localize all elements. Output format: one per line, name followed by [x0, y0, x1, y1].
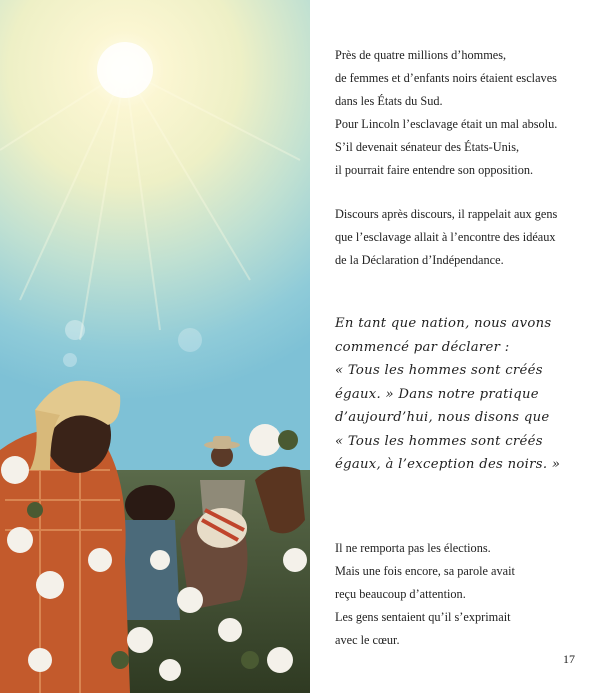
text-line: Il ne remporta pas les élections. [335, 541, 491, 555]
text-line: il pourrait faire entendre son opposition. [335, 163, 534, 177]
text-line: dans les États du Sud. [335, 94, 443, 108]
quote-line: égaux. » Dans notre pratique [335, 386, 539, 402]
paragraph-3 [335, 537, 585, 652]
lincoln-quote [335, 312, 590, 477]
text-line: que l’esclavage allait à l’encontre des idéaux [335, 230, 556, 244]
quote-line: d’aujourd’hui, nous disons que [335, 410, 550, 425]
text-line: avec le cœur. [335, 633, 400, 647]
quote-line: « Tous les hommes sont créés [335, 433, 543, 449]
text-line: de femmes et d’enfants noirs étaient esclaves [335, 71, 557, 85]
paragraph-2 [335, 203, 585, 272]
text-line: reçu beaucoup d’attention. [335, 587, 466, 601]
text-line: Discours après discours, il rappelait aux gens [335, 207, 558, 221]
text-line: Mais une fois encore, sa parole avait [335, 564, 515, 578]
page-number: 17 [563, 652, 575, 666]
text-line: Pour Lincoln l’esclavage était un mal absolu. [335, 117, 558, 131]
quote-line: « Tous les hommes sont créés [335, 363, 543, 378]
quote-line: égaux, à l’exception des noirs. » [335, 457, 561, 472]
text-line: Près de quatre millions d’hommes, [335, 48, 507, 62]
text-line: Les gens sentaient qu’il s’exprimait [335, 610, 511, 624]
text-line: de la Déclaration d’Indépendance. [335, 253, 504, 267]
quote-line: En tant que nation, nous avons [335, 316, 552, 331]
text-line: S’il devenait sénateur des États-Unis, [335, 140, 520, 154]
quote-line: commencé par déclarer : [335, 339, 510, 355]
body-text [335, 44, 585, 272]
paragraph-1 [335, 44, 585, 182]
